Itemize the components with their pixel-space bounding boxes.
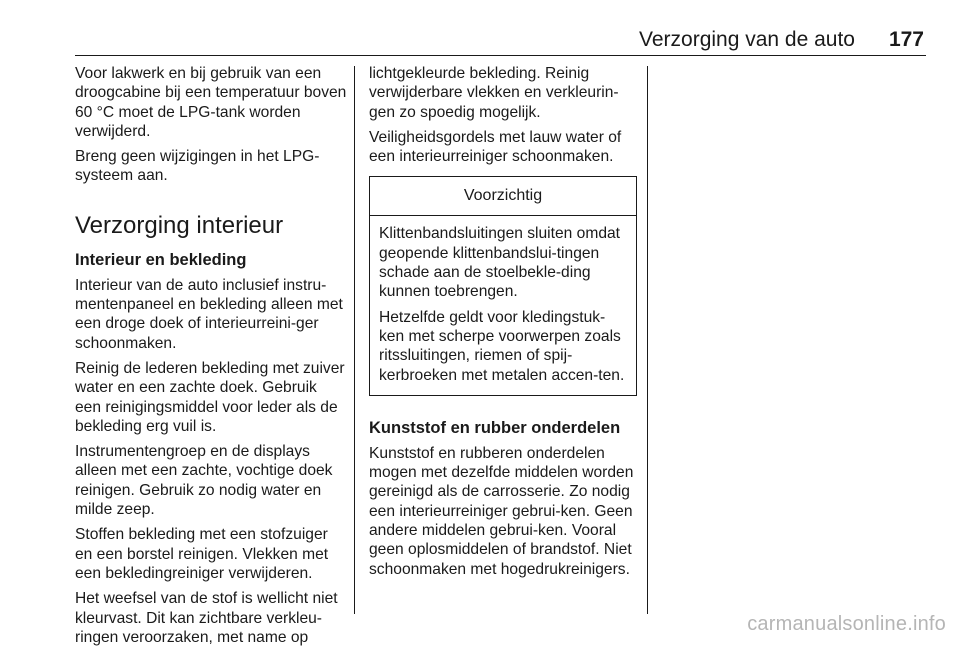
body-paragraph: Veiligheidsgordels met lauw water of een interieurreiniger schoonmaken. <box>369 128 622 166</box>
body-paragraph: Kunststof en rubberen onderdelen mogen met dezelfde middelen worden gereinigd als de carrosserie. Zo nodig een interieurreiniger gebrui-ken. Geen andere middelen gebrui-ken. Vooral geen oplosmiddelen of brandstof. Niet schoonmaken met hogedrukreinigers. <box>369 444 634 578</box>
intro-paragraph: Voor lakwerk en bij gebruik van een droogcabine bij een temperatuur boven 60 °C moet de LPG-tank worden verwijderd. <box>75 65 347 140</box>
subsection-title-plastic: Kunststof en rubber onderdelen <box>369 418 621 437</box>
column-divider-right <box>647 66 648 614</box>
page-header-title: Verzorging van de auto <box>639 28 855 51</box>
left-column <box>75 64 347 653</box>
column-divider-left <box>354 66 355 614</box>
body-paragraph: Instrumentengroep en de displays alleen met een zachte, vochtige doek reinigen. Gebruik zo nodig water en milde zeep. <box>75 443 333 519</box>
body-paragraph: lichtgekleurde bekleding. Reinig verwijderbare vlekken en verkleurin-gen zo spoedig mogelijk. <box>369 65 619 121</box>
intro-paragraph: Breng geen wijzigingen in het LPG-systeem aan. <box>75 148 320 185</box>
caution-box <box>369 176 637 395</box>
watermark-text: carmanualsonline.info <box>747 613 946 635</box>
header-rule <box>75 55 926 56</box>
caution-title: Voorzichtig <box>370 177 636 216</box>
middle-column <box>369 64 637 585</box>
body-paragraph: Stoffen bekleding met een stofzuiger en een borstel reinigen. Vlekken met een bekledingreiniger verwijderen. <box>75 526 329 582</box>
caution-body <box>370 216 636 394</box>
body-paragraph: Reinig de lederen bekleding met zuiver water en een zachte doek. Gebruik een reinigingsmiddel voor leder als de bekleding erg vuil is. <box>75 359 345 435</box>
caution-paragraph: Klittenbandsluitingen sluiten omdat geopende klittenbandslui-tingen schade aan de stoelbekle-ding kunnen toebrengen. <box>379 225 620 301</box>
caution-paragraph: Hetzelfde geldt voor kledingstuk-ken met scherpe voorwerpen zoals ritssluitingen, riemen of spij-kerbroeken met metalen accen-ten. <box>379 308 625 384</box>
body-paragraph: Interieur van de auto inclusief instru-mentenpaneel en bekleding alleen met een droge doek of interieurreini-ger schoonmaken. <box>75 276 343 352</box>
subsection-title-interior: Interieur en bekleding <box>75 250 247 269</box>
section-title: Verzorging interieur <box>75 211 284 239</box>
page-number: 177 <box>888 28 924 51</box>
body-paragraph: Het weefsel van de stof is wellicht niet kleurvast. Dit kan zichtbare verkleu-ringen veroorzaken, met name op <box>75 590 338 646</box>
